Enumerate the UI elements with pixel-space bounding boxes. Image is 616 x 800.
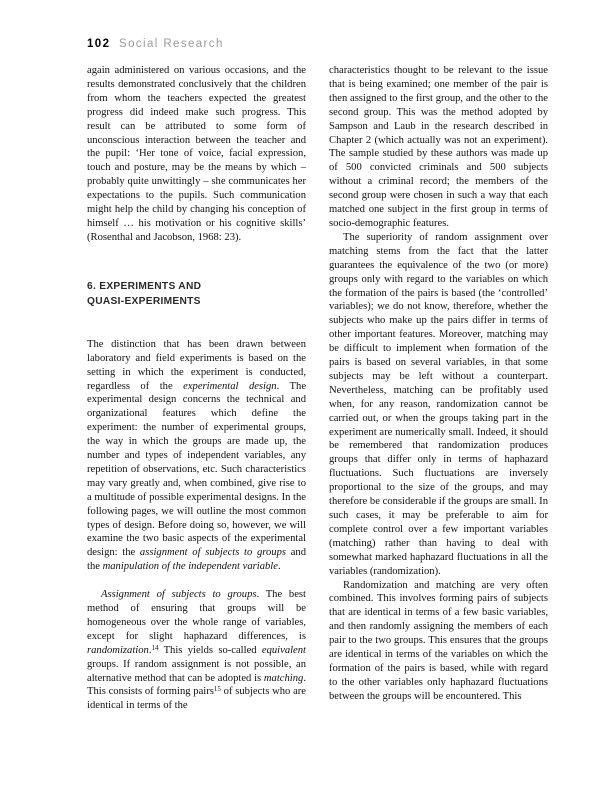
paragraph-combined: Randomization and matching are very often combined. This involves forming pairs of subjects that are identical in terms of a few basic variables, and then randomly assigning the members of each pair to the two groups. This ensures that the groups are identical in terms of the variables on which the formation of the pairs is based, while with regard to the other variables only haphazard fluctuations between the groups will be encountered. This bbox=[329, 579, 548, 702]
text-run: of subjects who are identical in terms of the bbox=[87, 686, 306, 712]
emphasis-assignment: assignment of subjects to groups bbox=[139, 547, 286, 559]
running-header bbox=[87, 38, 224, 50]
paragraph-superiority: The superiority of random assignment over matching stems from the fact that the latter guarantees the equivalence of the two (or more) groups only with regard to the variables on which the formation of the pairs is based (the ‘controlled’ variables); we do not know, therefore, whether the subjects who make up the pairs differ in terms of other important features. Moreover, matching may be difficult to implement when formation of the pairs is based on several variables, in that some subjects may be left without a counterpart. Nevertheless, matching can be profitably used when, for any reason, randomization cannot be carried out, or when the groups taking part in the experiment are numerically small. Indeed, it should be remembered that randomization produces groups that differ only in terms of haphazard fluctuations. Such fluctuations are inversely proportional to the size of the groups, and may therefore be considerable if the groups are small. In such cases, it may be preferable to aim for complete control over a few important variables (matching) rather than having to deal with somewhat marked haphazard fluctuations in all the variables (randomization). bbox=[329, 231, 548, 577]
paragraph-experimental-design bbox=[87, 338, 306, 574]
footnote-marker-15[interactable]: 15 bbox=[213, 685, 221, 694]
text-run: . bbox=[148, 644, 152, 656]
left-column bbox=[87, 64, 306, 713]
footnote-marker-14[interactable]: 14 bbox=[151, 643, 159, 652]
text-run: The distinction that has been drawn between laboratory and field experiments is based on the setting in which the experiment is conducted, regardless of the bbox=[87, 338, 306, 392]
emphasis-manipulation: manipulation of the independent variable bbox=[102, 561, 278, 573]
text-run: . The experimental design concerns the technical and organizational features which define the experiment: the number of experimental groups, the way in which the groups are made up, the number and types of independent variables, any repetition of observations, etc. Such characteristics may vary greatly and, when combined, give rise to a multitude of possible experimental designs. In the following pages, we will outline the most common types of design. Before doing so, however, we will examine the two basic aspects of the experimental design: the bbox=[87, 380, 307, 559]
text-run: groups. If random assignment is not possible, an alternative method that can be adopted is bbox=[87, 658, 306, 684]
page-number: 102 bbox=[87, 38, 111, 50]
run-in-heading: Assignment of subjects to groups bbox=[101, 589, 257, 601]
emphasis-experimental-design: experimental design bbox=[183, 380, 277, 392]
text-run: This yields so-called bbox=[158, 644, 262, 656]
paragraph-assignment bbox=[87, 588, 306, 713]
paragraph-continued: again administered on various occasions, and the results demonstrated conclusively that the children from whom the teachers expected the greatest progress did indeed make such progress. This result can be attributed to some form of unconscious interaction between the teacher and the pupil: ‘Her tone of voice, facial expression, touch and posture, may be the means by which – probably quite unwittingly – she communicates her expectations to the pupils. Such communication might help the child by changing his conception of himself … his motivation or his cognitive skills’ (Rosenthal and Jacobson, 1968: 23). bbox=[87, 65, 306, 243]
paragraph-matching-example: characteristics thought to be relevant to the issue that is being examined; one member of the pair is then assigned to the first group, and the other to the second group. This was the method adopted by Sampson and Laub in the research described in Chapter 2 (which actually was not an experiment). The sample studied by these authors was made up of 500 convicted criminals and 500 subjects without a criminal record; the members of the second group were chosen in such a way that each matched one subject in the first group in terms of socio-demographic features. bbox=[329, 65, 548, 229]
running-title: Social Research bbox=[119, 38, 224, 50]
emphasis-matching: matching bbox=[263, 672, 304, 684]
section-heading-line2: QUASI-EXPERIMENTS bbox=[87, 295, 201, 307]
emphasis-randomization: randomization bbox=[87, 644, 149, 656]
text-run: . bbox=[277, 561, 281, 573]
emphasis-equivalent: equivalent bbox=[261, 644, 306, 656]
text-run: and the bbox=[87, 547, 306, 573]
text-run: . The best method of ensuring that groups will be homogeneous over the whole range of variables, except for slight haphazard differences, is bbox=[87, 589, 306, 642]
section-heading-line1: 6. EXPERIMENTS AND bbox=[87, 280, 202, 292]
right-column bbox=[329, 64, 548, 704]
text-run: . This consists of forming pairs bbox=[87, 672, 306, 698]
section-heading bbox=[87, 279, 306, 309]
